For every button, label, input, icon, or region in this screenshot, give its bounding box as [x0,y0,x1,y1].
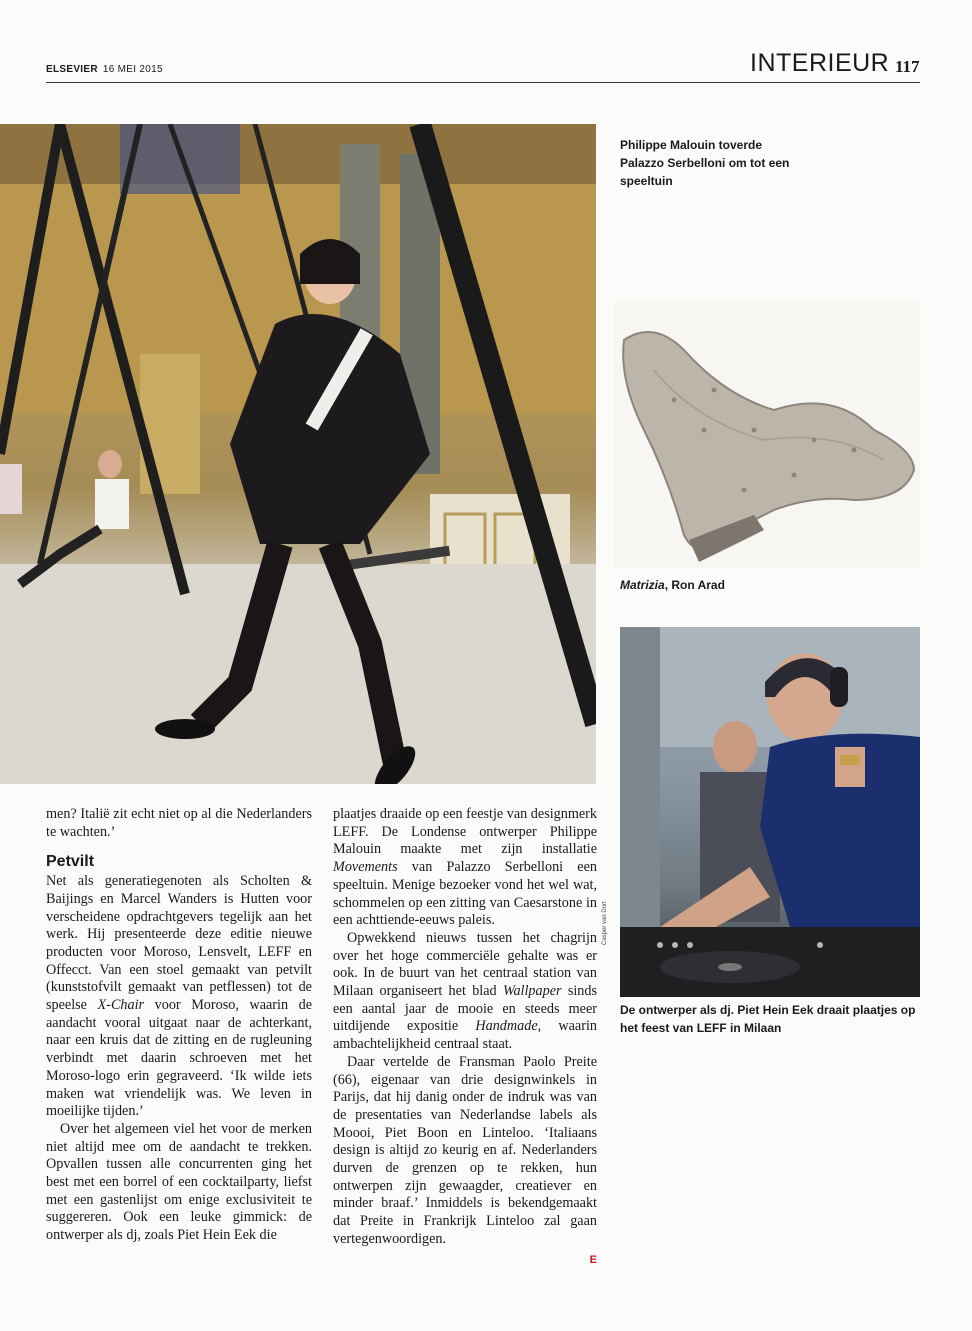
swing-installation-photo [0,124,596,784]
movements-title: Movements [333,859,398,876]
article-column-2 [333,806,597,1269]
caption-matrizia [620,578,725,592]
end-mark: E [589,1253,597,1266]
photo-credit: Casper van Dort [602,901,608,945]
col2-paragraph-3: Daar vertelde de Fransman Paolo Preite (66), eigenaar van drie designwinkels in Parijs, dat hij danig onder de indruk was van de presentaties van Nederlandse labels als Moooi, Piet Boon en Linteloo. ‘Italiaans design is altijd zo keurig en af. Nederlanders durven de grenzen op te rekken, hun ontwerpen zijn gewaagder, creatiever en minder braaf.’ Inmiddels is bekendgemaakt dat Preite in Frankrijk Linteloo zal gaan vertegenwoordigen. [333,1053,597,1247]
wallpaper-title: Wallpaper [502,983,562,1000]
col1-paragraph-3: Over het algemeen viel het voor de merken niet altijd mee om de aandacht te trekken. Opvallen tussen alle concurrenten ging het best met een borrel of een cocktailparty, liefst met een gastenlijst om enige exclusiviteit te suggereren. Ook een leuke gimmick: de ontwerper als dj, zoals Piet Hein Eek die [46,1120,312,1244]
page-number: 117 [895,57,920,76]
col1-paragraph-1: men? Italië zit echt niet op al die Nederlanders te wachten.’ [46,806,312,840]
caption-dj: De ontwerper als dj. Piet Hein Eek draait plaatjes op het feest van LEFF in Milaan [620,1003,916,1035]
header-rule [46,82,920,83]
issue-date: 16 MEI 2015 [102,64,163,75]
dj-photo [620,627,920,997]
running-header [46,64,163,75]
section-title: INTERIEUR [750,49,890,77]
caption-matrizia-title: Matrizia [620,578,665,592]
col1-paragraph-2: Net als generatiegenoten als Scholten & Baijings en Marcel Wanders is Hutten voor verscheidene opdrachtgevers tegelijk aan het werk. Hij presenteerde deze editie nieuwe producten voor Moroso, Lensvelt, LEFF en Offecct. Van een stoel gemaakt van petvilt (kunststofvilt gemaakt van petflessen) tot de speelse X-Chair voor Moroso, waarin de aandacht vooral uitgaat naar de achterkant, naar een kruis dat de zitting en de rugleuning verbindt met daarin schroeven met het Moroso-logo erin gegraveerd. ‘Ik wilde iets maken wat vriendelijk was. We leven in moeilijke tijden.’ [46,873,312,1120]
caption-matrizia-designer: , Ron Arad [664,578,725,592]
article-column-1 [46,806,312,1245]
caption-malouin: Philippe Malouin toverde Palazzo Serbelloni om tot een speeltuin [620,138,790,188]
matrizia-chair-photo [614,300,920,568]
magazine-name: ELSEVIER [46,64,98,75]
subheading-petvilt: Petvilt [46,853,95,871]
handmade-title: Handmade [475,1018,538,1035]
x-chair-title: X-Chair [97,997,145,1014]
col2-paragraph-2: Opwekkend nieuws tussen het chagrijn over het hoge commerciële gehalte was er ook. In de buurt van het centraal station van Milaan organiseert het blad Wallpaper sinds een aantal jaar de mooie en steeds meer uitdijende expositie Handmade, waarin ambachtelijkheid centraal staat. [333,929,598,1053]
col2-paragraph-1: plaatjes draaide op een feestje van designmerk LEFF. De Londense ontwerper Philippe Malouin maakte met zijn installatie Movements van Palazzo Serbelloni een speeltuin. Menige bezoeker vond het wel wat, schommelen op een zitting van Caesarstone in een achttiende-eeuws paleis. [333,806,597,929]
